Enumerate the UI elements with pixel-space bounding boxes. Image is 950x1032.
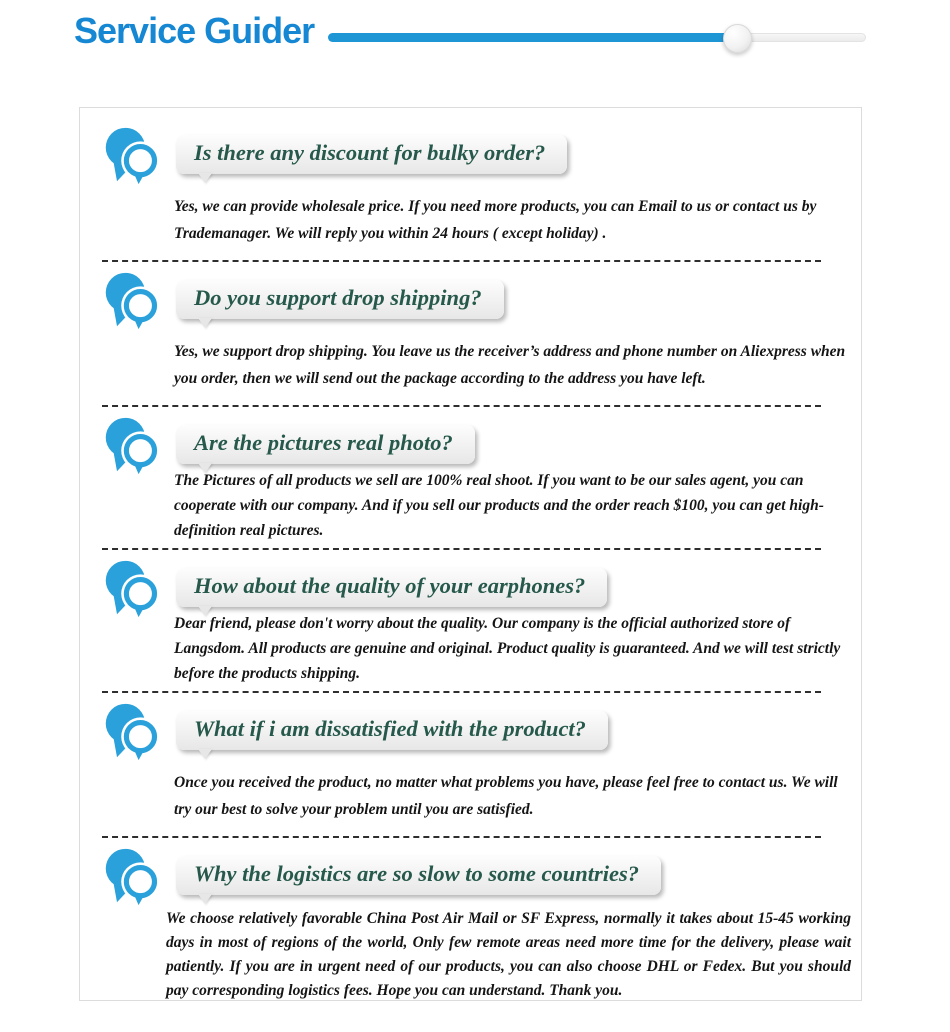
slider-handle xyxy=(723,24,752,53)
page-title: Service Guider xyxy=(74,10,315,51)
chat-bubbles-icon xyxy=(102,415,162,475)
chat-bubbles-icon xyxy=(102,558,162,618)
faq-answer: We choose relatively favorable China Post Air Mail or SF Express, normally it takes about 15-45 working days in most of regions of the world, Only few remote areas need more time for the delivery, please wait patiently. If you are in urgent need of our products, you can also choose DHL or Fedex. But you should pay corresponding logistics fees. Hope you can understand. Thank you. xyxy=(166,910,851,999)
faq-question-pill xyxy=(176,711,608,750)
dashed-divider xyxy=(102,260,821,262)
faq-item xyxy=(80,270,861,407)
faq-question-title: Are the pictures real photo? xyxy=(194,430,453,455)
faq-answer: Yes, we can provide wholesale price. If you need more products, you can Email to us or contact us by Trademanager. We will reply you within 24 hours ( except holiday) . xyxy=(174,198,817,242)
faq-question-title: Do you support drop shipping? xyxy=(194,285,482,310)
faq-answer: Yes, we support drop shipping. You leave us the receiver’s address and phone number on Aliexpress when you order, then we will send out the package according to the address you have left. xyxy=(174,343,846,387)
faq-answer: Dear friend, please don't worry about the quality. Our company is the official authorized store of Langsdom. All products are genuine and original. Product quality is guaranteed. And we will test strictly before the products shipping. xyxy=(174,615,841,682)
faq-item xyxy=(80,415,861,550)
dashed-divider xyxy=(102,836,821,838)
faq-question-pill xyxy=(176,856,661,895)
header-accent-line xyxy=(328,33,738,42)
dashed-divider xyxy=(102,691,821,693)
chat-bubbles-icon xyxy=(102,846,162,906)
faq-question-title: What if i am dissatisfied with the product? xyxy=(194,716,586,741)
faq-question-title: How about the quality of your earphones? xyxy=(194,573,586,598)
chat-bubbles-icon xyxy=(102,270,162,330)
faq-question-title: Is there any discount for bulky order? xyxy=(194,140,546,165)
dashed-divider xyxy=(102,548,821,550)
faq-question-pill xyxy=(176,280,504,319)
faq-answer: The Pictures of all products we sell are 100% real shoot. If you want to be our sales agent, you can cooperate with our company. And if you sell our products and the order reach $100, you can get high-definition real pictures. xyxy=(174,472,824,539)
chat-bubbles-icon xyxy=(102,125,162,185)
faq-head xyxy=(102,701,861,761)
faq-head xyxy=(102,270,861,330)
faq-question-title: Why the logistics are so slow to some countries? xyxy=(194,861,640,886)
faq-question-pill xyxy=(176,568,607,607)
faq-item xyxy=(80,846,861,1001)
faq-head xyxy=(102,846,861,906)
faq-head xyxy=(102,558,861,618)
chat-bubbles-icon xyxy=(102,701,162,761)
header xyxy=(0,0,950,80)
faq-question-pill xyxy=(176,425,475,464)
faq-item xyxy=(80,701,861,838)
faq-question-pill xyxy=(176,135,567,174)
faq-item xyxy=(80,558,861,693)
slider-track xyxy=(737,33,866,42)
faq-head xyxy=(102,125,861,185)
faq-box xyxy=(79,107,862,1001)
dashed-divider xyxy=(102,405,821,407)
faq-answer: Once you received the product, no matter what problems you have, please feel free to contact us. We will try our best to solve your problem until you are satisfied. xyxy=(174,774,838,818)
faq-item xyxy=(80,125,861,262)
faq-head xyxy=(102,415,861,475)
